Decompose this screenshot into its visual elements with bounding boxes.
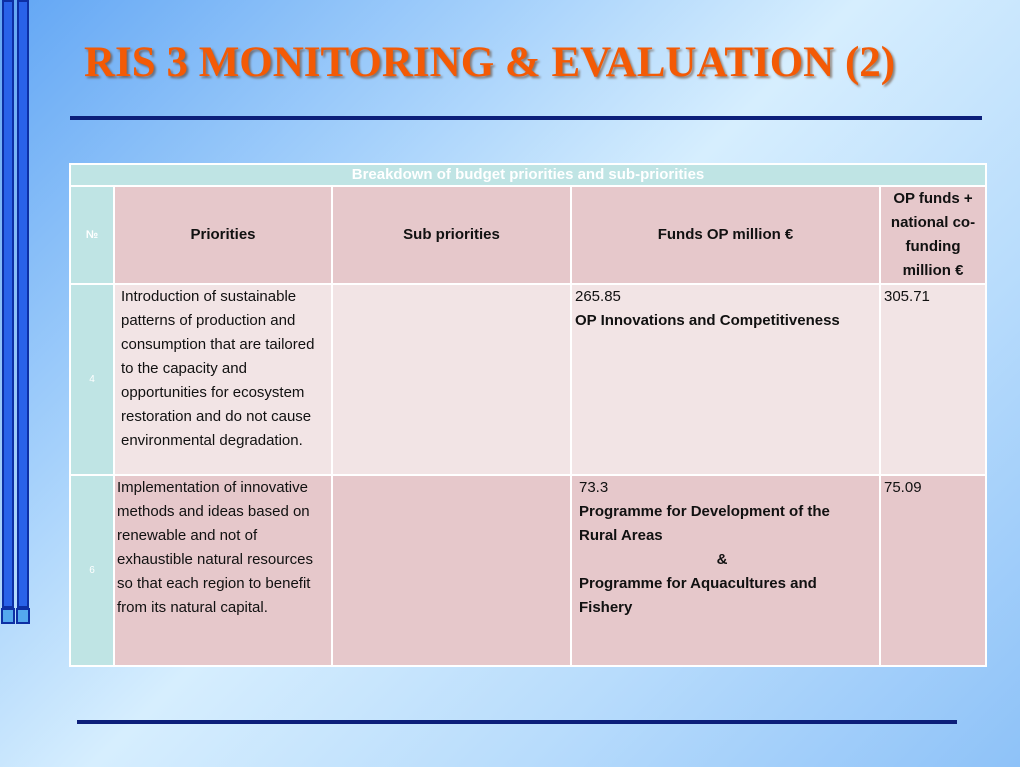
header-sub-priorities: Sub priorities [333, 187, 570, 283]
funds-connector: & [716, 551, 728, 568]
side-strip-left [2, 0, 14, 608]
table-row [71, 476, 985, 665]
table-header-row [71, 187, 985, 283]
row-number: 6 [71, 476, 113, 665]
side-strip-right [17, 0, 29, 608]
bottom-rule [77, 720, 957, 724]
funds-programme-2: Programme for Aquacultures and Fishery [579, 575, 817, 616]
row-number: 4 [71, 285, 113, 474]
funds-amount: 265.85 [575, 288, 621, 305]
row-priority [115, 285, 331, 474]
row-priority [115, 476, 331, 665]
side-square-right [16, 608, 30, 624]
header-priorities: Priorities [115, 187, 331, 283]
row-total: 305.71 [881, 285, 985, 474]
table-caption: Breakdown of budget priorities and sub-priorities [71, 165, 985, 185]
priority-text: Introduction of sustainable patterns of production and consumption that are tailored to the capacity and opportunities for ecosystem restoration and do not cause environmental degradation. [121, 288, 315, 449]
row-funds [572, 285, 879, 474]
row-total: 75.09 [881, 476, 985, 665]
funds-amount: 73.3 [579, 479, 609, 496]
header-funds-op: Funds OP million € [572, 187, 879, 283]
table-row [71, 285, 985, 474]
priority-text: Implementation of innovative methods and ideas based on renewable and not of exhaustible natural resources so that each region to benefit from its natural capital. [117, 479, 313, 616]
title-underline [70, 116, 982, 120]
side-square-left [1, 608, 15, 624]
table-caption-row [71, 165, 985, 185]
funds-programme: OP Innovations and Competitiveness [575, 312, 840, 329]
slide-title: RIS 3 MONITORING & EVALUATION (2) [84, 39, 896, 86]
side-decoration-bar [0, 0, 32, 626]
funds-programme-1: Programme for Development of the Rural Areas [579, 503, 830, 544]
header-op-plus-national: OP funds + national co-funding million € [881, 187, 985, 283]
row-funds [572, 476, 879, 665]
header-number: № [71, 187, 113, 283]
row-sub-priority [333, 285, 570, 474]
budget-table [69, 163, 987, 667]
row-sub-priority [333, 476, 570, 665]
